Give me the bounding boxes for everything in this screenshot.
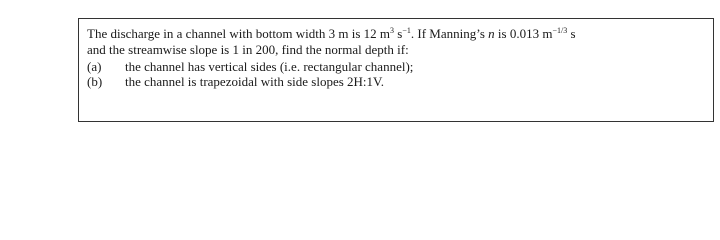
problem-box [78, 18, 714, 122]
item-marker-a: (a) [87, 59, 102, 74]
problem-statement-line-1 [87, 26, 576, 42]
list-item [87, 59, 413, 75]
item-marker-b: (b) [87, 74, 103, 89]
statement-text-b: s [394, 26, 403, 41]
problem-statement-line-2: and the streamwise slope is 1 in 200, find the normal depth if: [87, 42, 409, 57]
superscript-inverse: −1 [402, 26, 411, 35]
superscript-neg-third: −1/3 [552, 26, 568, 35]
statement-text-e: s [567, 26, 576, 41]
item-text-a: the channel has vertical sides (i.e. rectangular channel); [125, 59, 414, 74]
statement-text-a: The discharge in a channel with bottom width 3 m is 12 m [87, 26, 391, 41]
list-item [87, 74, 384, 90]
statement-text-d: is 0.013 m [494, 26, 553, 41]
superscript-cubed: 3 [390, 26, 395, 35]
item-text-b: the channel is trapezoidal with side slopes 2H:1V. [125, 74, 384, 89]
manning-n-variable: n [488, 26, 495, 41]
statement-text-c: . If Manning’s [410, 26, 489, 41]
